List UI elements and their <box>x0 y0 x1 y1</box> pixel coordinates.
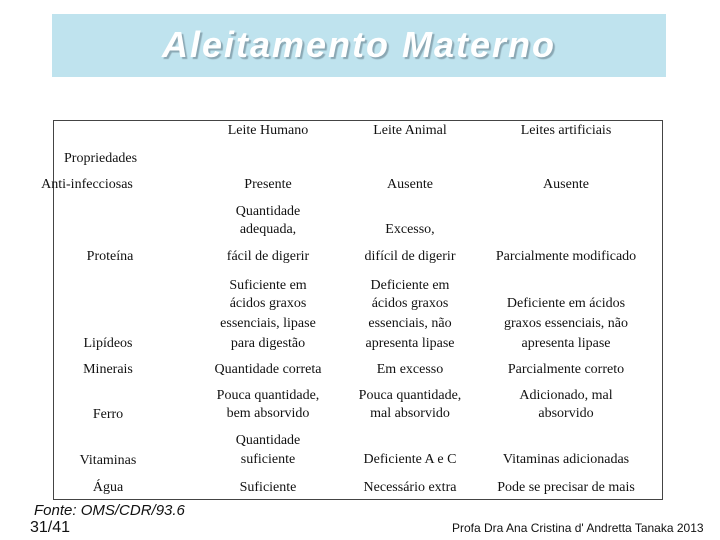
title-banner <box>52 14 666 77</box>
row-label-protein: Proteína <box>86 249 134 264</box>
cell-protein-human-2: adequada, <box>239 222 297 237</box>
header-human-milk: Leite Humano <box>227 123 309 138</box>
cell-lipids-human-4: para digestão <box>230 336 306 351</box>
cell-lipids-animal-3: essenciais, não <box>368 316 452 331</box>
row-label-iron: Ferro <box>92 407 124 422</box>
cell-lipids-human-1: Suficiente em <box>229 278 307 293</box>
cell-lipids-human-2: ácidos graxos <box>229 296 307 311</box>
cell-protein-animal-1: Excesso, <box>385 222 435 237</box>
row-label-water: Água <box>92 480 124 495</box>
slide-title: Aleitamento Materno <box>161 24 557 65</box>
cell-minerals-animal: Em excesso <box>376 362 444 377</box>
cell-lipids-formula-2: graxos essenciais, não <box>503 316 629 331</box>
cell-vitamins-human-2: suficiente <box>240 452 296 467</box>
cell-minerals-human: Quantidade correta <box>214 362 322 377</box>
cell-iron-formula-2: absorvido <box>538 406 594 421</box>
cell-iron-animal-2: mal absorvido <box>370 406 450 421</box>
row-label-lipids: Lipídeos <box>83 336 133 351</box>
header-formula-milk: Leites artificiais <box>520 123 612 138</box>
cell-water-formula: Pode se precisar de mais <box>497 480 635 495</box>
cell-water-human: Suficiente <box>239 480 297 495</box>
cell-iron-formula-1: Adicionado, mal <box>519 388 613 403</box>
properties-label: Propriedades <box>64 151 138 166</box>
cell-minerals-formula: Parcialmente correto <box>507 362 625 377</box>
source-note: Fonte: OMS/CDR/93.6 <box>34 502 185 519</box>
row-label-minerals: Minerais <box>83 362 133 377</box>
cell-protein-formula: Parcialmente modificado <box>495 249 637 264</box>
cell-lipids-formula-3: apresenta lipase <box>521 336 611 351</box>
cell-water-animal: Necessário extra <box>363 480 457 495</box>
cell-iron-human-2: bem absorvido <box>226 406 310 421</box>
cell-lipids-animal-1: Deficiente em <box>370 278 450 293</box>
author-credit: Profa Dra Ana Cristina d' Andretta Tanaka 2013 <box>452 521 704 535</box>
cell-anti-human: Presente <box>244 177 292 192</box>
row-label-anti-infective: Anti-infecciosas <box>41 177 133 192</box>
cell-lipids-human-3: essenciais, lipase <box>220 316 316 331</box>
header-animal-milk: Leite Animal <box>373 123 447 138</box>
cell-lipids-formula-1: Deficiente em ácidos <box>506 296 626 311</box>
cell-anti-formula: Ausente <box>543 177 589 192</box>
page-number: 31/41 <box>30 519 71 536</box>
row-label-vitamins: Vitaminas <box>79 453 137 468</box>
cell-anti-animal: Ausente <box>387 177 433 192</box>
cell-vitamins-human-1: Quantidade <box>235 433 301 448</box>
cell-vitamins-animal: Deficiente A e C <box>363 452 457 467</box>
cell-iron-animal-1: Pouca quantidade, <box>358 388 462 403</box>
cell-lipids-animal-2: ácidos graxos <box>371 296 449 311</box>
cell-vitamins-formula: Vitaminas adicionadas <box>502 452 630 467</box>
cell-protein-animal-2: difícil de digerir <box>364 249 456 264</box>
cell-protein-human-3: fácil de digerir <box>226 249 310 264</box>
cell-protein-human-1: Quantidade <box>235 204 301 219</box>
cell-lipids-animal-4: apresenta lipase <box>365 336 455 351</box>
cell-iron-human-1: Pouca quantidade, <box>216 388 320 403</box>
